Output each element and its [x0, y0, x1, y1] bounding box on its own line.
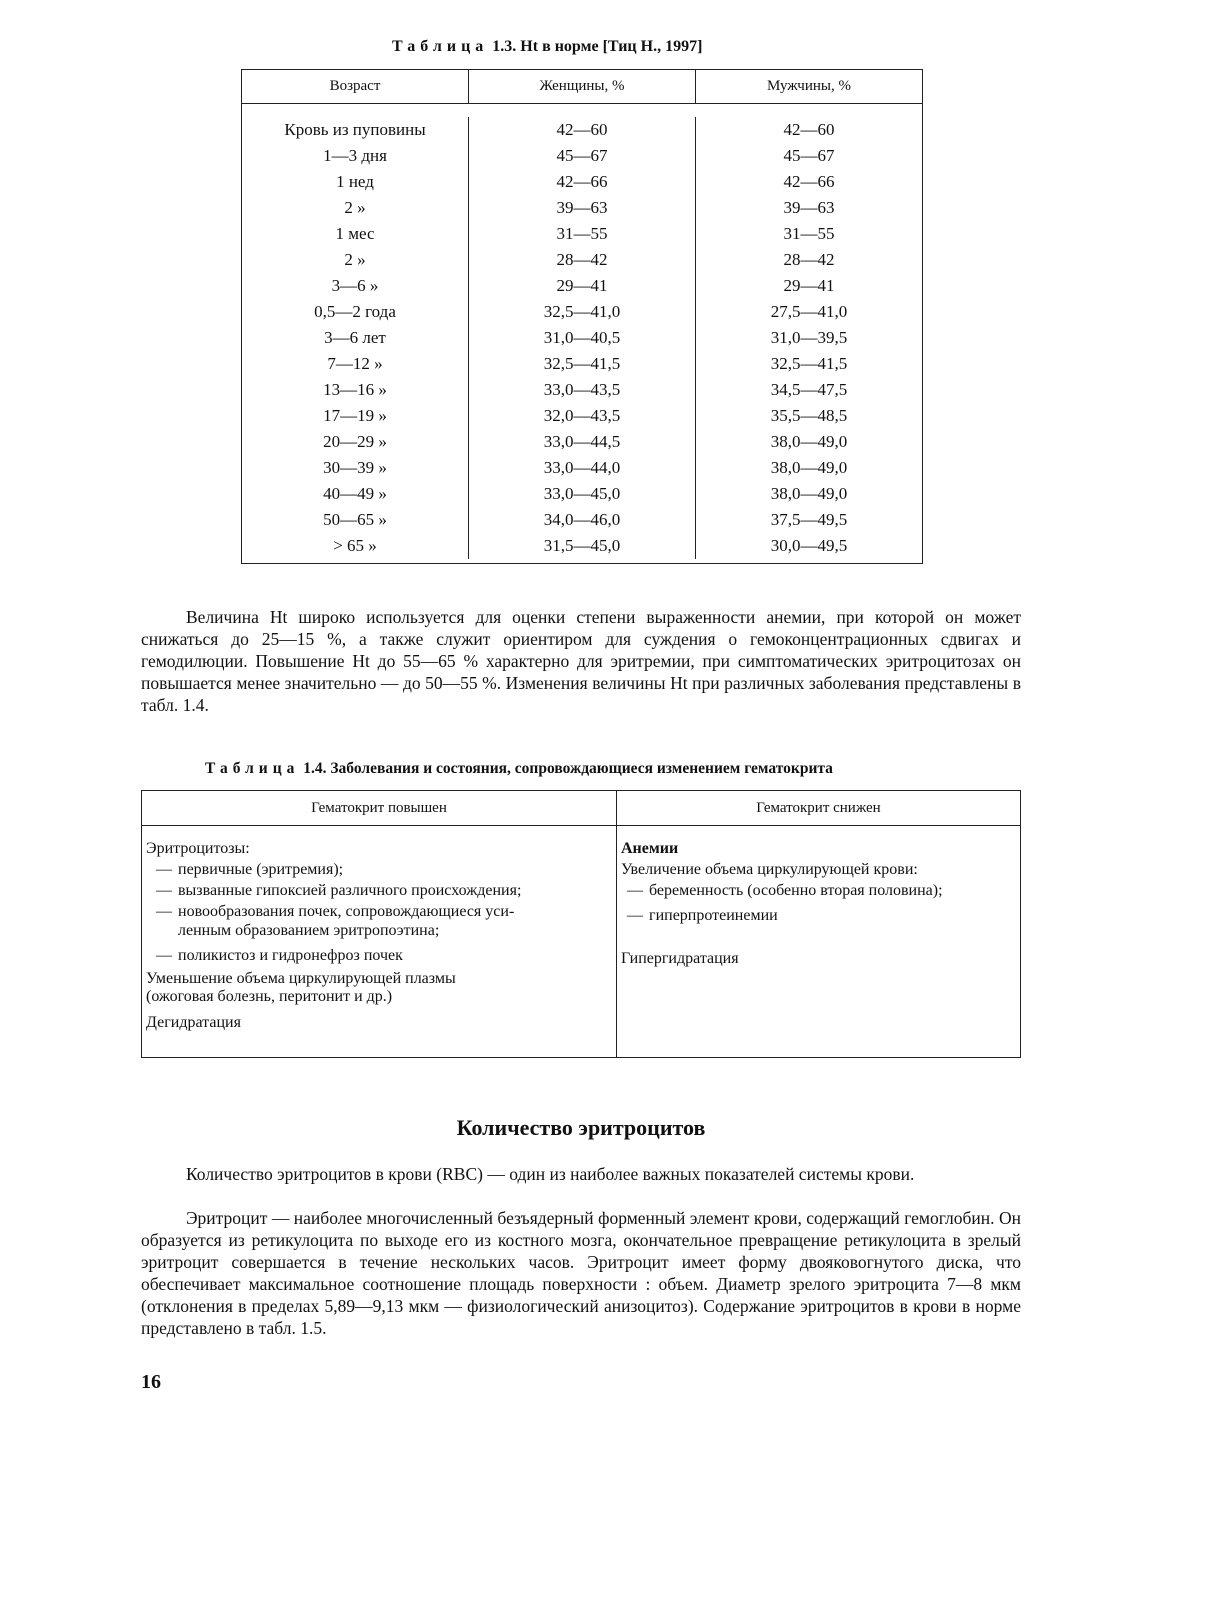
- table-cell: 30—39 »: [323, 458, 387, 477]
- table-cell: 32,5—41,5: [770, 354, 848, 373]
- table-cell: 34,5—47,5: [770, 380, 848, 399]
- table-cell: 39—63: [783, 198, 835, 217]
- table-cell: 31—55: [783, 224, 835, 243]
- page-number: 16: [141, 1371, 161, 1393]
- list-item: Уменьшение объема циркулирующей плазмы: [146, 970, 456, 987]
- list-item: — поликистоз и гидронефроз почек: [156, 947, 403, 964]
- table-cell: 50—65 »: [323, 510, 387, 529]
- column-women: [468, 117, 695, 559]
- paragraph-hematocrit-usage: Величина Ht широко используется для оценки степени выраженности анемии, при которой он может снижаться до 25—15 %, а также служит ориентиром для суждения о гемоконцентрационных сдвигах и гемодилюции. Повышение Ht до 55—65 % характерно для эритремии, при симптоматических эритроцитозах он повышается менее значительно — до 50—55 %. Изменения величины Ht при различных заболевания представлены в табл. 1.4.: [141, 607, 1021, 715]
- table-cell: 38,0—49,0: [770, 432, 848, 451]
- table-cell: 33,0—43,5: [543, 380, 621, 399]
- column-age: [242, 117, 468, 559]
- table-cell: 29—41: [556, 276, 608, 295]
- table-body: [242, 104, 922, 563]
- table-cell: 33,0—45,0: [543, 484, 621, 503]
- table-cell: 38,0—49,0: [770, 458, 848, 477]
- table-cell: 45—67: [783, 146, 835, 165]
- table-cell: 2 »: [344, 198, 366, 217]
- table-cell: 13—16 »: [323, 380, 387, 399]
- table-cell: 3—6 »: [331, 276, 379, 295]
- table-cell: 0,5—2 года: [314, 302, 396, 321]
- list-item: Эритроцитозы:: [146, 840, 250, 857]
- list-item: — первичные (эритремия);: [156, 861, 344, 878]
- list-item-continuation: (ожоговая болезнь, перитонит и др.): [146, 988, 393, 1005]
- table-label: Таблица: [392, 38, 489, 55]
- header-decreased: Гематокрит снижен: [616, 791, 1020, 825]
- table-body: [142, 826, 1020, 1057]
- table-cell: 31,0—39,5: [770, 328, 848, 347]
- table-1-3: [241, 69, 923, 564]
- table-label: Таблица: [205, 760, 300, 777]
- table-cell: 1 нед: [336, 172, 374, 191]
- table-cell: 28—42: [556, 250, 608, 269]
- table-cell: 40—49 »: [323, 484, 387, 503]
- table-1-4: [141, 790, 1021, 1058]
- list-item: Увеличение объема циркулирующей крови:: [621, 861, 918, 878]
- table-caption-text: 1.3. Ht в норме [Тиц Н., 1997]: [492, 38, 703, 55]
- list-item: — беременность (особенно вторая половина);: [627, 882, 943, 899]
- list-item-continuation: ленным образованием эритропоэтина;: [178, 922, 440, 939]
- table-header-row: [142, 791, 1020, 826]
- table-cell: 7—12 »: [327, 354, 383, 373]
- table-1-4-caption: [205, 760, 833, 778]
- table-cell: 42—60: [783, 120, 835, 139]
- paragraph-erythrocyte: Эритроцит — наиболее многочисленный безъядерный форменный элемент крови, содержащий гемоглобин. Он образуется из ретикулоцита по выходе его из костного мозга, окончательное превращение ретикулоцита в зрелый эритроцит совершается в течение нескольких часов. Эритроцит имеет форму двояковогнутого диска, что обеспечивает максимальное соотношение площадь поверхности : объем. Диаметр зрелого эритроцита 7—8 мкм (отклонения в пределах 5,89—9,13 мкм — физиологический анизоцитоз). Содержание эритроцитов в крови в норме представлено в табл. 1.5.: [141, 1208, 1021, 1338]
- table-1-3-caption: [392, 38, 702, 56]
- header-age: Возраст: [329, 78, 381, 94]
- section-title: Количество эритроцитов: [456, 1115, 706, 1140]
- table-cell: 38,0—49,0: [770, 484, 848, 503]
- list-item: Дегидратация: [146, 1014, 241, 1031]
- table-cell: 32,5—41,0: [543, 302, 621, 321]
- table-cell: 31,5—45,0: [543, 536, 621, 555]
- table-cell: 27,5—41,0: [770, 302, 848, 321]
- table-cell: 1 мес: [335, 224, 375, 243]
- table-cell: 42—60: [556, 120, 608, 139]
- table-cell: 28—42: [783, 250, 835, 269]
- table-cell: 35,5—48,5: [770, 406, 848, 425]
- table-header-row: [242, 70, 922, 104]
- table-cell: 1—3 дня: [323, 146, 387, 165]
- list-item: — гиперпротеинемии: [627, 907, 778, 924]
- table-cell: 42—66: [556, 172, 608, 191]
- table-cell: 3—6 лет: [324, 328, 386, 347]
- table-cell: 20—29 »: [323, 432, 387, 451]
- header-increased: Гематокрит повышен: [311, 799, 447, 816]
- table-cell: 45—67: [556, 146, 608, 165]
- paragraph-rbc-intro: Количество эритроцитов в крови (RBC) — один из наиболее важных показателей системы крови.: [186, 1164, 915, 1184]
- list-item: Гипергидратация: [621, 950, 739, 967]
- table-cell: 17—19 »: [323, 406, 387, 425]
- table-cell: 30,0—49,5: [770, 536, 848, 555]
- header-men: Мужчины, %: [695, 70, 922, 103]
- column-decreased: [616, 826, 1020, 1057]
- list-item: — вызванные гипоксией различного происхождения;: [156, 882, 522, 899]
- column-men: [695, 117, 922, 559]
- table-cell: 33,0—44,0: [543, 458, 621, 477]
- table-caption-text: 1.4. Заболевания и состояния, сопровождающиеся изменением гематокрита: [303, 760, 833, 777]
- table-cell: 2 »: [344, 250, 366, 269]
- column-increased: [142, 826, 616, 1057]
- list-item: Анемии: [621, 840, 679, 857]
- table-cell: 39—63: [556, 198, 608, 217]
- table-cell: 32,0—43,5: [543, 406, 621, 425]
- table-cell: 33,0—44,5: [543, 432, 621, 451]
- table-cell: 37,5—49,5: [770, 510, 848, 529]
- table-cell: 31,0—40,5: [543, 328, 621, 347]
- table-cell: 31—55: [556, 224, 608, 243]
- table-cell: 42—66: [783, 172, 835, 191]
- table-cell: Кровь из пуповины: [284, 120, 426, 139]
- table-cell: 34,0—46,0: [543, 510, 621, 529]
- table-cell: 32,5—41,5: [543, 354, 621, 373]
- header-women: Женщины, %: [468, 70, 695, 103]
- table-cell: 29—41: [783, 276, 835, 295]
- list-item: — новообразования почек, сопровождающиеся уси-: [156, 903, 515, 920]
- table-cell: > 65 »: [333, 536, 377, 555]
